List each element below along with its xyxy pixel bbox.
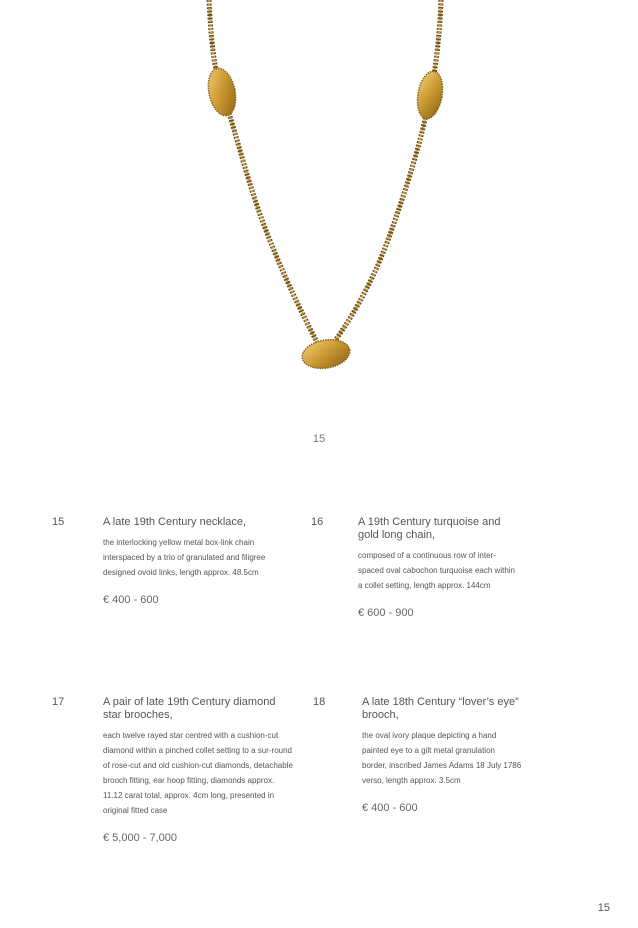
lot-estimate: € 5,000 - 7,000 — [103, 832, 178, 844]
lot-number: 16 — [311, 516, 324, 528]
photo-caption: 15 — [312, 433, 326, 445]
lot-description: composed of a continuous row of inter-spaced oval cabochon turquoise each within a collet setting, length approx. 144cm — [358, 551, 515, 590]
lot-number: 18 — [313, 696, 326, 708]
lot-number: 15 — [52, 516, 65, 528]
lot-number: 17 — [52, 696, 65, 708]
necklace-photo — [0, 0, 638, 420]
lot-title: A late 18th Century “lover’s eye” brooch, — [362, 696, 519, 721]
lot-title: A pair of late 19th Century diamond star brooches, — [103, 696, 276, 721]
lot-description: the interlocking yellow metal box-link chain interspaced by a trio of granulated and filigree designed ovoid links, length approx. 48.5cm — [103, 538, 266, 577]
lot-estimate: € 600 - 900 — [358, 607, 414, 619]
lot-estimate: € 400 - 600 — [362, 802, 418, 814]
lot-description: each twelve rayed star centred with a cushion-cut diamond within a pinched collet setting to a sur-round of rose-cut and old cushion-cut diamonds, detachable brooch fitting, ear hoop fitting, diamonds approx. 11.12 carat total, approx. 4cm long, presented in original fitted case — [103, 731, 293, 815]
lot-title: A 19th Century turquoise and gold long chain, — [358, 516, 501, 541]
lot-title: A late 19th Century necklace, — [103, 516, 247, 528]
lot-estimate: € 400 - 600 — [103, 594, 159, 606]
lot-description: the oval ivory plaque depicting a hand painted eye to a gilt metal granulation border, inscribed James Adams 18 July 1786 verso, length approx. 3.5cm — [362, 731, 522, 785]
page-number: 15 — [597, 902, 610, 914]
